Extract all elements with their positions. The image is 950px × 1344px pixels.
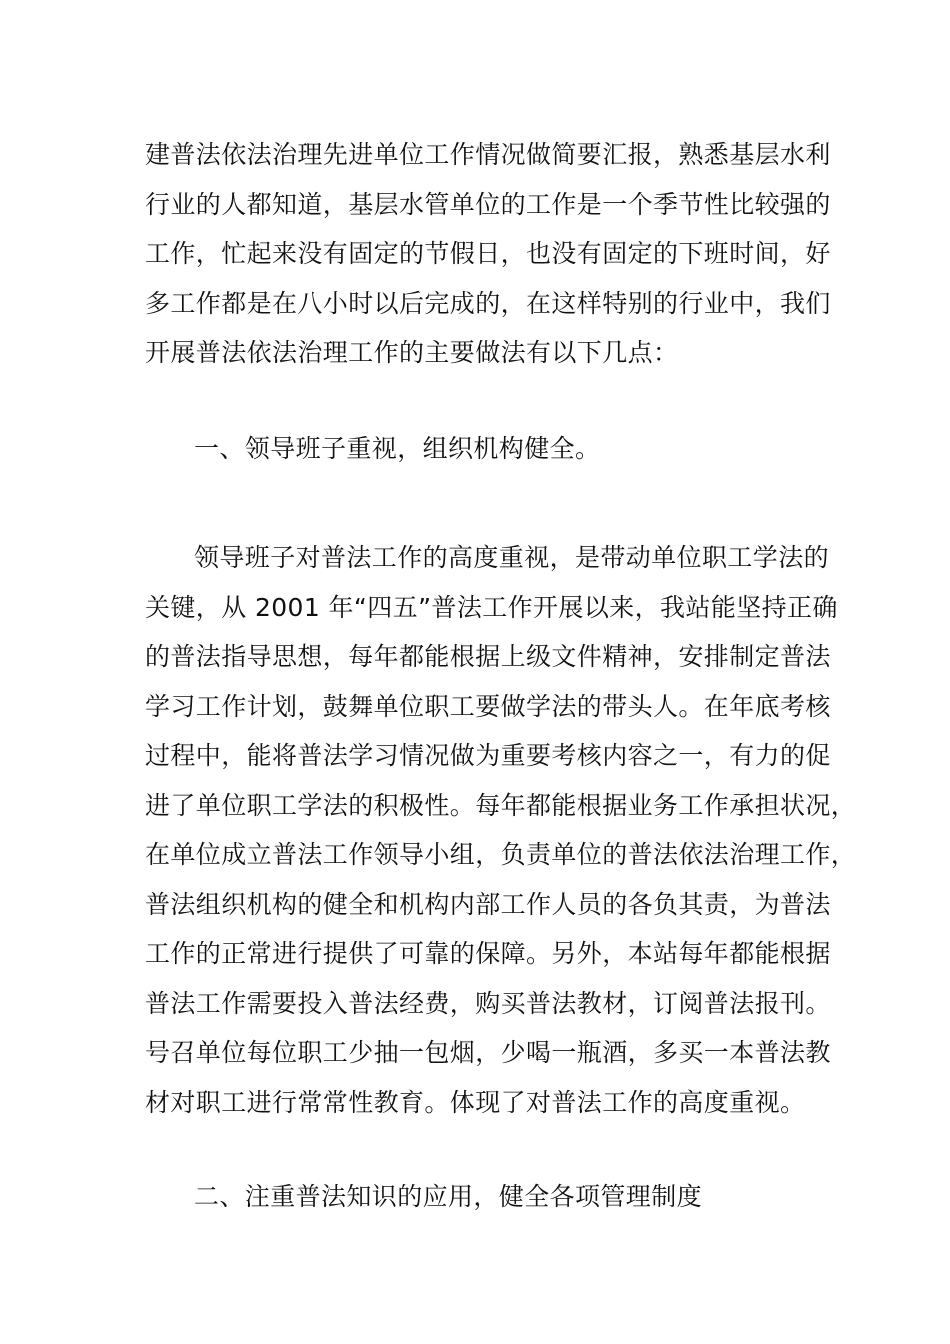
paragraph-line: 工作，忙起来没有固定的节假日，也没有固定的下班时间，好 xyxy=(145,239,831,268)
paragraph-line: 在单位成立普法工作领导小组，负责单位的普法依法治理工作， xyxy=(145,840,857,869)
paragraph-line: 关键，从 2001 年“四五”普法工作开展以来，我站能坚持正确 xyxy=(145,592,838,622)
paragraph-line: 普法组织机构的健全和机构内部工作人员的各负其责，为普法 xyxy=(145,889,831,919)
paragraph-line: 的普法指导思想，每年都能根据上级文件精神，安排制定普法 xyxy=(145,642,831,671)
paragraph-line: 多工作都是在八小时以后完成的，在这样特别的行业中，我们 xyxy=(145,288,831,318)
section-one-paragraph xyxy=(145,533,857,1127)
paragraph-line: 普法工作需要投入普法经费，购买普法教材，订阅普法报刊。 xyxy=(145,988,831,1018)
paragraph-line: 领导班子对普法工作的高度重视，是带动单位职工学法的 xyxy=(194,543,830,572)
section-heading-one xyxy=(145,424,810,474)
paragraph-line: 号召单位每位职工少抽一包烟，少喝一瓶酒，多买一本普法教 xyxy=(145,1038,831,1067)
intro-paragraph xyxy=(145,130,831,378)
paragraph-line: 开展普法依法治理工作的主要做法有以下几点： xyxy=(145,338,679,367)
section-heading-two xyxy=(145,1172,810,1222)
paragraph-line: 过程中，能将普法学习情况做为重要考核内容之一，有力的促 xyxy=(145,741,831,770)
paragraph-line: 行业的人都知道，基层水管单位的工作是一个季节性比较强的 xyxy=(145,189,831,219)
section-heading: 二、注重普法知识的应用，健全各项管理制度 xyxy=(194,1182,703,1211)
paragraph-line: 建普法依法治理先进单位工作情况做简要汇报，熟悉基层水利 xyxy=(145,140,831,169)
paragraph-line: 学习工作计划，鼓舞单位职工要做学法的带头人。在年底考核 xyxy=(145,691,831,721)
section-heading: 一、领导班子重视，组织机构健全。 xyxy=(194,434,601,463)
paragraph-line: 材对职工进行常常性教育。体现了对普法工作的高度重视。 xyxy=(145,1087,806,1117)
paragraph-line: 工作的正常进行提供了可靠的保障。另外，本站每年都能根据 xyxy=(145,939,831,968)
paragraph-line: 进了单位职工学法的积极性。每年都能根据业务工作承担状况， xyxy=(145,790,857,820)
